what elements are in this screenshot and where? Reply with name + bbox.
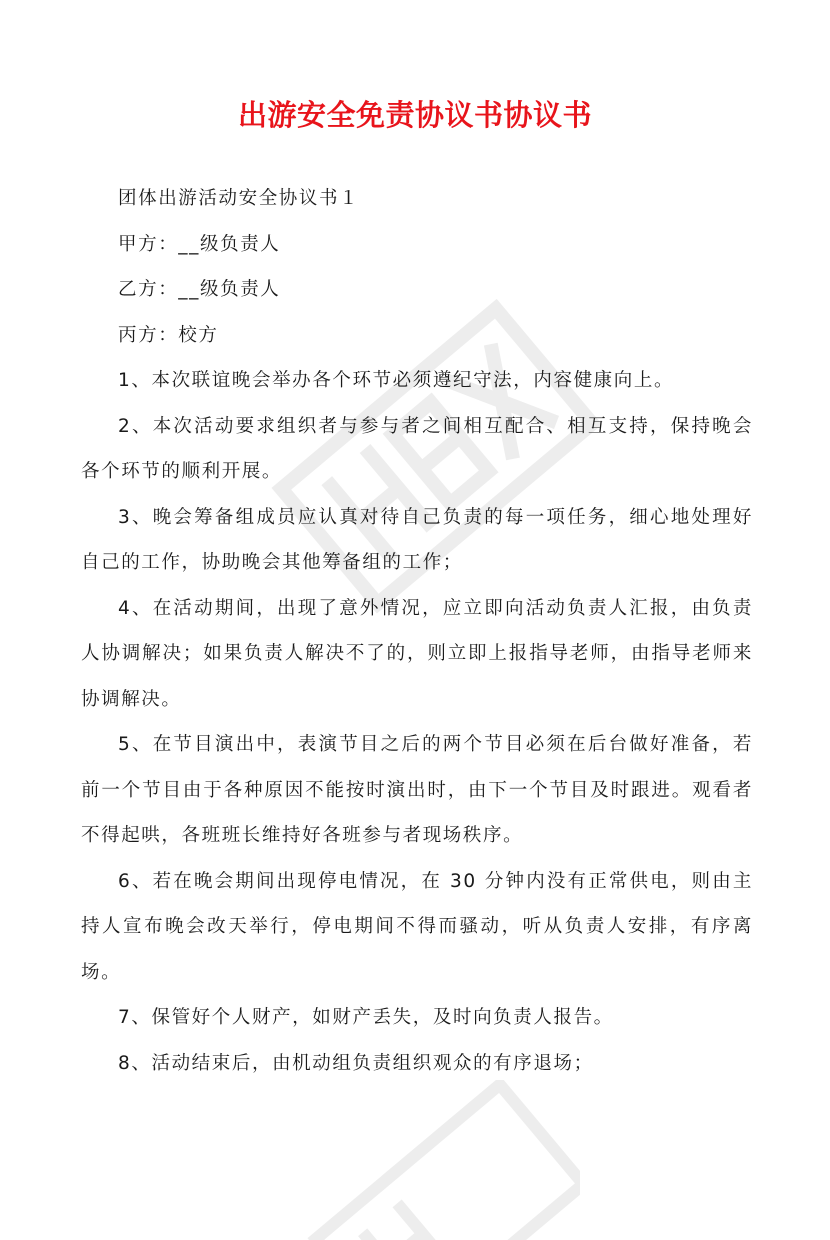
paragraph-clause-3: 3、晚会筹备组成员应认真对待自己负责的每一项任务，细心地处理好自己的工作，协助晚会其他筹备组的工作； xyxy=(81,506,753,573)
document-title: 出游安全免责协议书协议书 xyxy=(237,98,592,132)
paragraph-clause-2: 2、本次活动要求组织者与参与者之间相互配合、相互支持，保持晚会各个环节的顺利开展。 xyxy=(81,415,753,482)
paragraph-clause-8: 8、活动结束后，由机动组负责组织观众的有序退场； xyxy=(118,1052,594,1074)
paragraph-clause-6: 6、若在晚会期间出现停电情况，在 30 分钟内没有正常供电，则由主持人宣布晚会改天举行，停电期间不得而骚动，听从负责人安排，有序离场。 xyxy=(81,870,753,983)
paragraph-clause-7: 7、保管好个人财产，如财产丢失，及时向负责人报告。 xyxy=(118,1007,614,1028)
paragraph-party-a: 甲方：__级负责人 xyxy=(118,233,281,255)
paragraph-clause-5: 5、在节目演出中，表演节目之后的两个节目必须在后台做好准备，若前一个节目由于各种原因不能按时演出时，由下一个节目及时跟进。观看者不得起哄，各班班长维持好各班参与者现场秩序。 xyxy=(81,734,753,846)
stamp-watermark-icon-bottom xyxy=(300,1080,580,1240)
paragraph-subtitle: 团体出游活动安全协议书１ xyxy=(118,188,360,209)
paragraph-clause-4: 4、在活动期间，出现了意外情况，应立即向活动负责人汇报，由负责人协调解决；如果负责人解决不了的，则立即上报指导老师，由指导老师来协调解决。 xyxy=(81,597,753,710)
paragraph-party-b: 乙方：__级负责人 xyxy=(118,279,281,300)
paragraph-party-c: 丙方：校方 xyxy=(118,324,219,346)
document-body xyxy=(81,176,753,1086)
paragraph-clause-1: 1、本次联谊晚会举办各个环节必须遵纪守法，内容健康向上。 xyxy=(118,370,675,391)
